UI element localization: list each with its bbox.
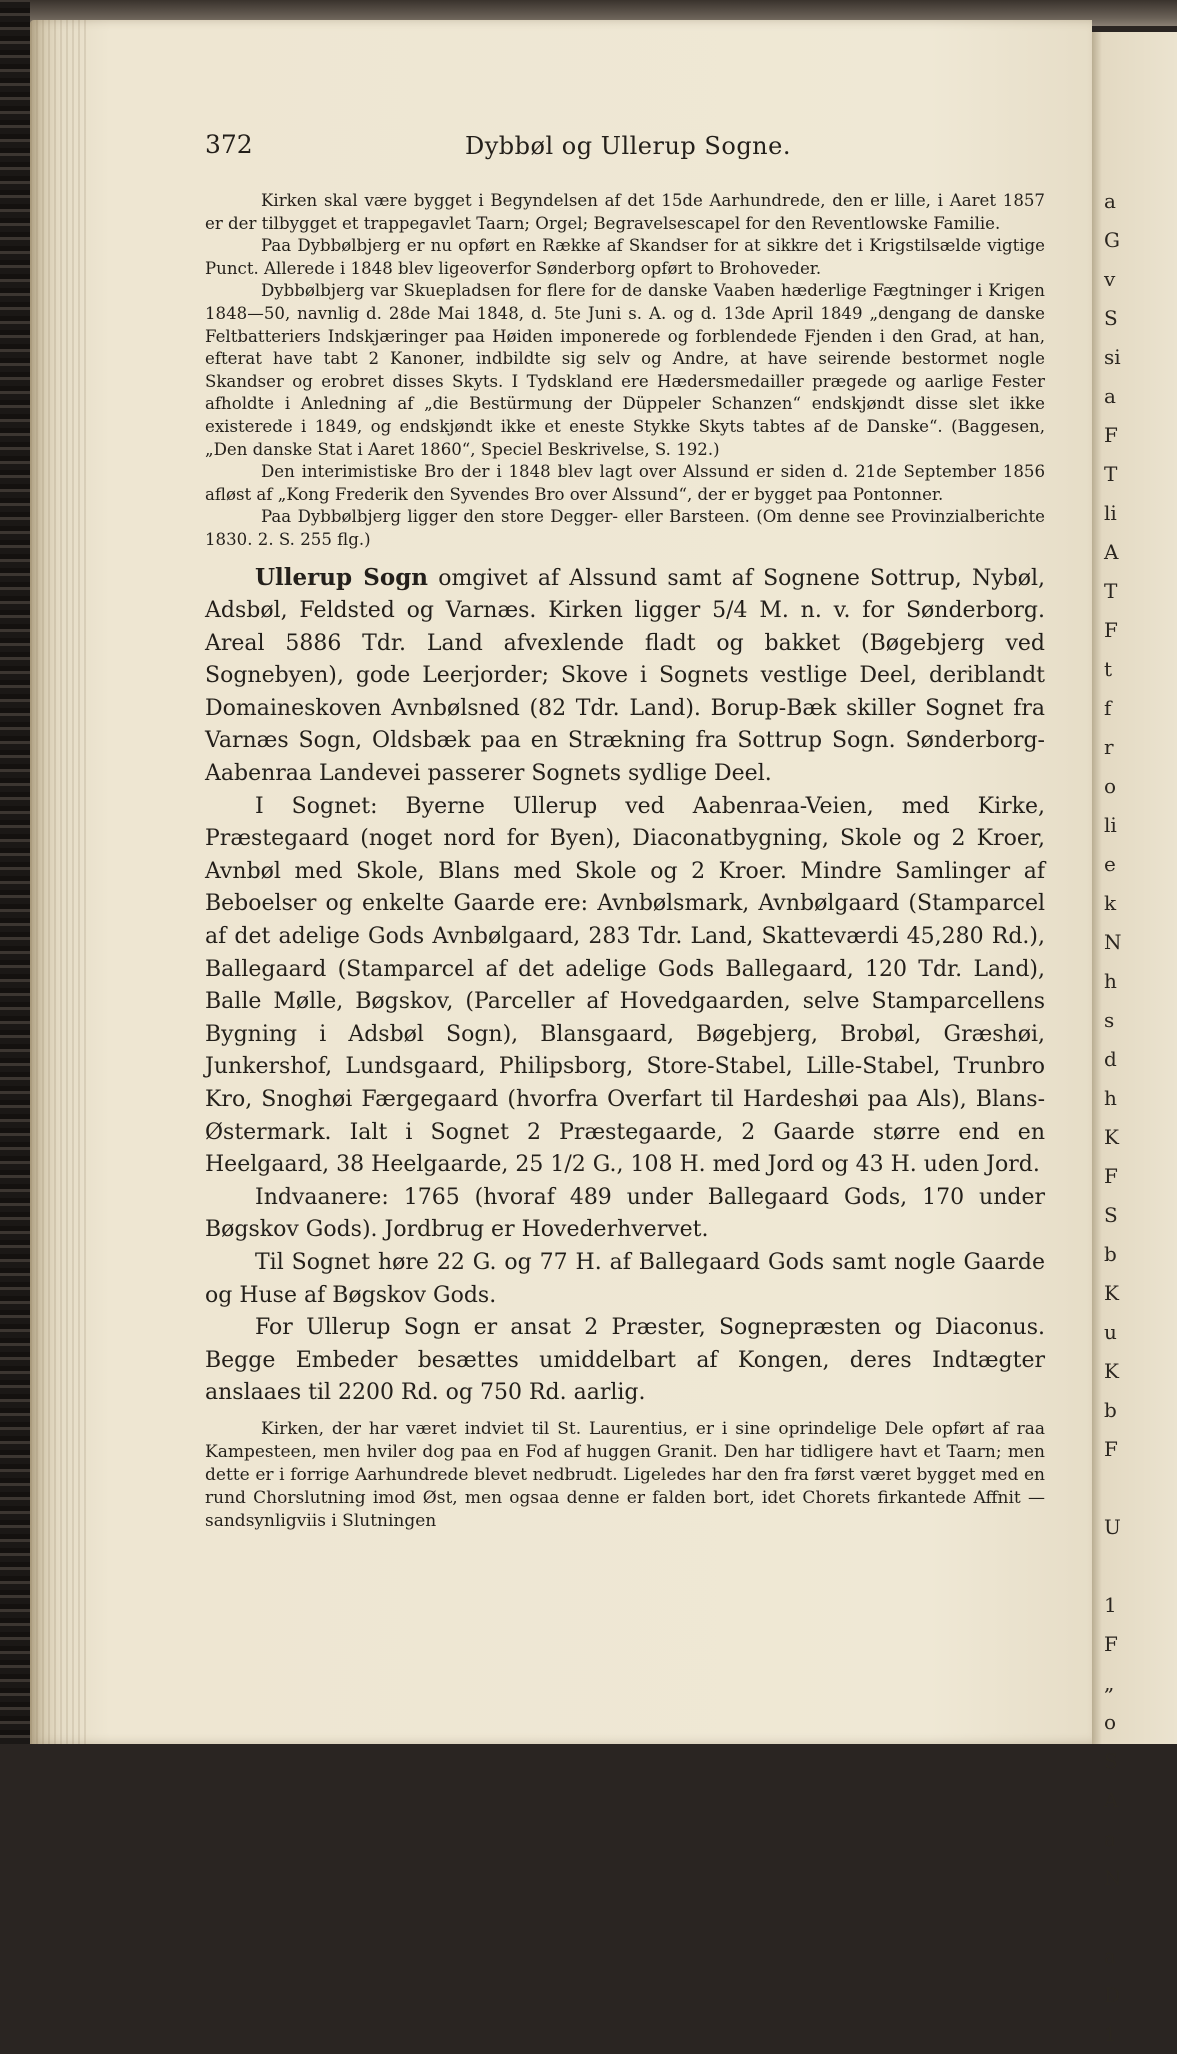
page-gutter-shadow: [30, 20, 86, 1744]
next-page-edge: [1092, 32, 1177, 2046]
page-content: [205, 130, 1045, 1533]
estate-paragraph: Til Sognet høre 22 G. og 77 H. af Ballegaard Gods samt nogle Gaarde og Huse af Bøgskov Gods.: [205, 1249, 1045, 1308]
battle-paragraph: Dybbølbjerg var Skuepladsen for flere for de danske Vaaben hæderlige Fægtninger i Krigen 1848—50, navnlig d. 28de Mai 1848, d. 5te Juni s. A. og d. 13de April 1849 „dengang de danske Feltbatteriers Indskjæringer paa Høiden imponerede og forblendede Fjenden i den Grad, at han, efterat have tabt 2 Kanoner, indbildte sig selv og Andre, at have seirende bestormet nogle Skandser og erobret disses Skyts. I Tydskland ere Hædersmedailler prægede og aarlige Fester afholdte i Anledning af „die Bestürmung der Düppeler Schanzen“ endskjøndt disse slet ikke existerede i 1849, og endskjøndt ikke et eneste Stykke Skyts tabtes af de Danske“. (Baggesen, „Den danske Stat i Aaret 1860“, Speciel Beskrivelse, S. 192.): [205, 281, 1045, 459]
clergy-paragraph: For Ullerup Sogn er ansat 2 Præster, Sognepræsten og Diaconus. Begge Embeder besættes umiddelbart af Kongen, deres Indtægter anslaaes til 2200 Rd. og 750 Rd. aarlig.: [205, 1315, 1045, 1406]
next-page-fragments: a G v S si a F T li A T F t f r o li e k N h s d h K F S b K u K b F U 1 F „ o S A a N a D 1: [1104, 189, 1122, 2046]
book-binding: [0, 0, 30, 1744]
church-history-paragraph: Kirken, der har været indviet til St. Laurentius, er i sine oprindelige Dele opført af raa Kampesteen, men hviler dog paa en Fod af huggen Granit. Den har tidligere havt et Taarn; men dette er i forrige Aarhundrede blevet nedbrudt. Ligeledes har den fra først været bygget med en rund Chorslutning imod Øst, men ogsaa denne er falden bort, idet Chorets firkantede Affnit — sandsynligviis i Slutningen: [205, 1418, 1045, 1531]
ullerup-intro-paragraph: [205, 562, 1045, 791]
parish-heading: Ullerup Sogn: [255, 563, 429, 591]
fortification-paragraph: Paa Dybbølbjerg er nu opført en Række af Skandser for at sikkre det i Krigstilsælde vigtige Punct. Allerede i 1848 blev ligeoverfor Sønderborg opført to Brohoveder.: [205, 236, 1045, 278]
ullerup-intro-text: omgivet af Alssund samt af Sognene Sottrup, Nybøl, Adsbøl, Feldsted og Varnæs. Kirken ligger 5/4 M. n. v. for Sønderborg. Areal 5886 Tdr. Land afvexlende fladt og bakket (Bøgebjerg ved Sognebyen), gode Leerjorder; Skove i Sognets vestlige Deel, deriblandt Domaineskoven Avnbølsned (82 Tdr. Land). Borup-Bæk skiller Sognet fra Varnæs Sogn, Oldsbæk paa en Strækning fra Sottrup Sogn. Sønderborg-Aabenraa Landevei passerer Sognets sydlige Deel.: [205, 565, 1045, 787]
running-title: Dybbøl og Ullerup Sogne.: [465, 132, 791, 160]
page-number: 372: [205, 130, 253, 159]
inhabitants-paragraph: Indvaanere: 1765 (hvoraf 489 under Ballegaard Gods, 170 under Bøgskov Gods). Jordbrug er Hovederhvervet.: [205, 1184, 1045, 1243]
stone-paragraph: Paa Dybbølbjerg ligger den store Degger- eller Barsteen. (Om denne see Provinzialberichte 1830. 2. S. 255 flg.): [205, 507, 1045, 549]
page-header: [205, 130, 1045, 174]
church-note-paragraph: Kirken skal være bygget i Begyndelsen af det 15de Aarhundrede, den er lille, i Aaret 1857 er der tilbygget et trappegavlet Taarn; Orgel; Begravelsescapel for den Reventlowske Familie.: [205, 191, 1045, 233]
villages-paragraph: I Sognet: Byerne Ullerup ved Aabenraa-Veien, med Kirke, Præstegaard (noget nord for Byen), Diaconatbygning, Skole og 2 Kroer, Avnbøl med Skole, Blans med Skole og 2 Kroer. Mindre Samlinger af Beboelser og enkelte Gaarde ere: Avnbølsmark, Avnbølgaard (Stamparcel af det adelige Gods Avnbølgaard, 283 Tdr. Land, Skatteværdi 45,280 Rd.), Ballegaard (Stamparcel af det adelige Gods Ballegaard, 120 Tdr. Land), Balle Mølle, Bøgskov, (Parceller af Hovedgaarden, selve Stamparcellens Bygning i Adsbøl Sogn), Blansgaard, Bøgebjerg, Brobøl, Græshøi, Junkershof, Lundsgaard, Philipsborg, Store-Stabel, Lille-Stabel, Trunbro Kro, Snoghøi Færgegaard (hvorfra Overfart til Hardeshøi paa Als), Blans-Østermark. Ialt i Sognet 2 Præstegaarde, 2 Gaarde større end en Heelgaard, 38 Heelgaarde, 25 1/2 G., 108 H. med Jord og 43 H. uden Jord.: [205, 793, 1045, 1178]
bridge-paragraph: Den interimistiske Bro der i 1848 blev lagt over Alssund er siden d. 21de September 1856 afløst af „Kong Frederik den Syvendes Bro over Alssund“, der er bygget paa Pontonner.: [205, 462, 1045, 504]
